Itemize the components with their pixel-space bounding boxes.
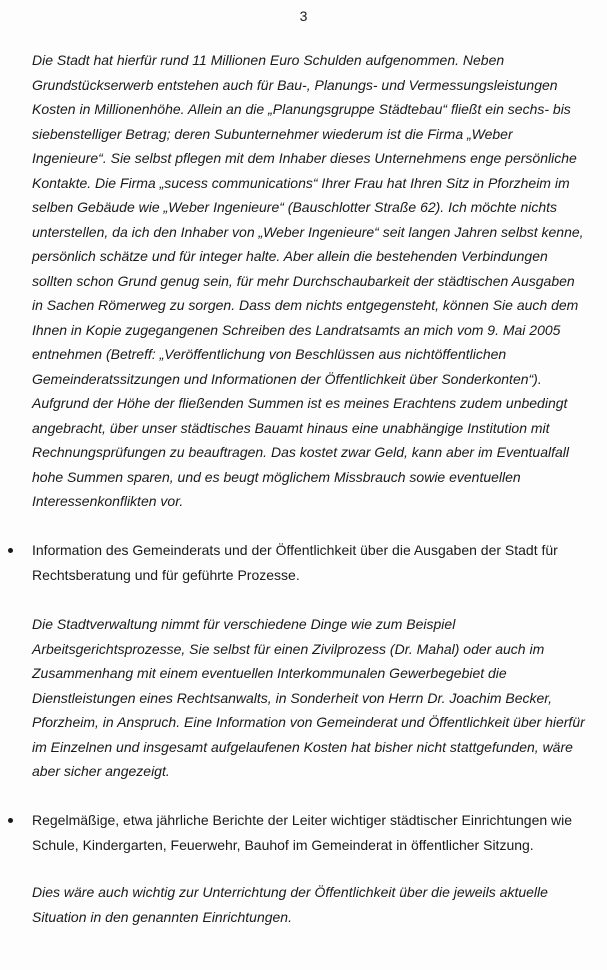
text-line: Die Stadt hat hierfür rund 11 Millionen Euro Schulden aufgenommen. Neben: [32, 52, 505, 68]
paragraph-legal-services: [32, 612, 592, 784]
text-line: Interessenkonflikten vor.: [32, 493, 184, 509]
text-line: in Sachen Römerweg zu sorgen. Dass dem nichts entgegensteht, können Sie auch dem: [32, 297, 579, 313]
text-line: Grundstückserwerb entstehen auch für Bau-, Planungs- und Vermessungsleistungen: [32, 76, 558, 93]
text-line: Dienstleistungen eines Rechtsanwalts, in Sonderheit von Herrn Dr. Joachim Becker,: [32, 689, 553, 706]
text-line: Die Stadtverwaltung nimmt für verschiedene Dinge wie zum Beispiel: [32, 616, 456, 632]
text-line: Ihnen in Kopie zugegangenen Schreiben des Landratsamts an mich vom 9. Mai 2005: [32, 321, 561, 338]
text-line: hohe Summen sparen, und es beugt möglichem Missbrauch sowie eventuellen: [32, 468, 521, 485]
text-line: Ingenieure“. Sie selbst pflegen mit dem Inhaber dieses Unternehmens enge persönliche: [32, 150, 577, 166]
text-line: Arbeitsgerichtsprozesse, Sie selbst für einen Zivilprozess (Dr. Mahal) oder auch im: [32, 640, 545, 657]
paragraph-financing: [32, 48, 592, 514]
page-number: 3: [299, 8, 308, 24]
text-line: selben Gebäude wie „Weber Ingenieure“ (Bauschlotter Straße 62). Ich möchte nichts: [32, 199, 558, 215]
text-line: Pforzheim, in Anspruch. Eine Information von Gemeinderat und Öffentlichkeit über hierfür: [32, 714, 585, 730]
bullet-item-annual-reports: [8, 808, 598, 858]
text-line: Aufgrund der Höhe der fließenden Summen ist es meines Erachtens zudem unbedingt: [32, 395, 568, 411]
text-line: angebracht, über unser städtisches Bauamt hinaus eine unabhängige Institution mit: [32, 419, 550, 436]
text-line: entnehmen (Betreff: „Veröffentlichung von Beschlüssen aus nichtöffentlichen: [32, 346, 507, 362]
text-line: Rechnungsprüfungen zu beauftragen. Das kostet zwar Geld, kann aber im Eventualfall: [32, 444, 569, 460]
text-line: Kosten in Millionenhöhe. Allein an die „Planungsgruppe Städtebau“ fließt ein sechs- bis: [32, 101, 571, 117]
text-line: unterstellen, da ich den Inhaber von „Weber Ingenieure“ seit langen Jahren selbst kenne,: [32, 223, 584, 240]
text-line: im Einzelnen und insgesamt aufgelaufenen Kosten hat bisher nicht stattgefunden, wäre: [32, 738, 573, 755]
text-line: Kontakte. Die Firma „sucess communications“ Ihrer Frau hat Ihren Sitz in Pforzheim im: [32, 174, 570, 191]
bullet-item-legal-costs: [8, 538, 598, 588]
text-line: Gemeinderatssitzungen und Informationen der Öffentlichkeit über Sonderkonten“).: [32, 370, 542, 387]
text-line: Information des Gemeinderats und der Öffentlichkeit über die Ausgaben der Stadt für: [32, 542, 558, 558]
bullet-text: [32, 808, 598, 857]
bullet-icon: [8, 548, 13, 553]
text-line: Regelmäßige, etwa jährliche Berichte der Leiter wichtiger städtischer Einrichtungen wie: [32, 812, 573, 828]
text-line: persönlich schätze und für integer halte. Aber allein die bestehenden Verbindungen: [32, 248, 548, 264]
text-line: aber sicher angezeigt.: [32, 763, 170, 779]
text-line: Situation in den genannten Einrichtungen.: [32, 908, 292, 925]
text-line: Dies wäre auch wichtig zur Unterrichtung der Öffentlichkeit über die jeweils aktuelle: [32, 884, 548, 900]
text-line: Rechtsberatung und für geführte Prozesse.: [32, 566, 300, 583]
bullet-icon: [8, 818, 13, 823]
text-line: siebenstelliger Betrag; deren Subunternehmer wiederum ist die Firma „Weber: [32, 125, 513, 142]
text-line: sollten schon Grund genug sein, für mehr Durchschaubarkeit der städtischen Ausgaben: [32, 272, 575, 289]
paragraph-public-information: [32, 880, 592, 929]
text-line: Schule, Kindergarten, Feuerwehr, Bauhof im Gemeinderat in öffentlicher Sitzung.: [32, 836, 534, 853]
text-line: Zusammenhang mit einem eventuellen Interkommunalen Gewerbegebiet die: [32, 665, 507, 681]
bullet-text: [32, 538, 598, 587]
